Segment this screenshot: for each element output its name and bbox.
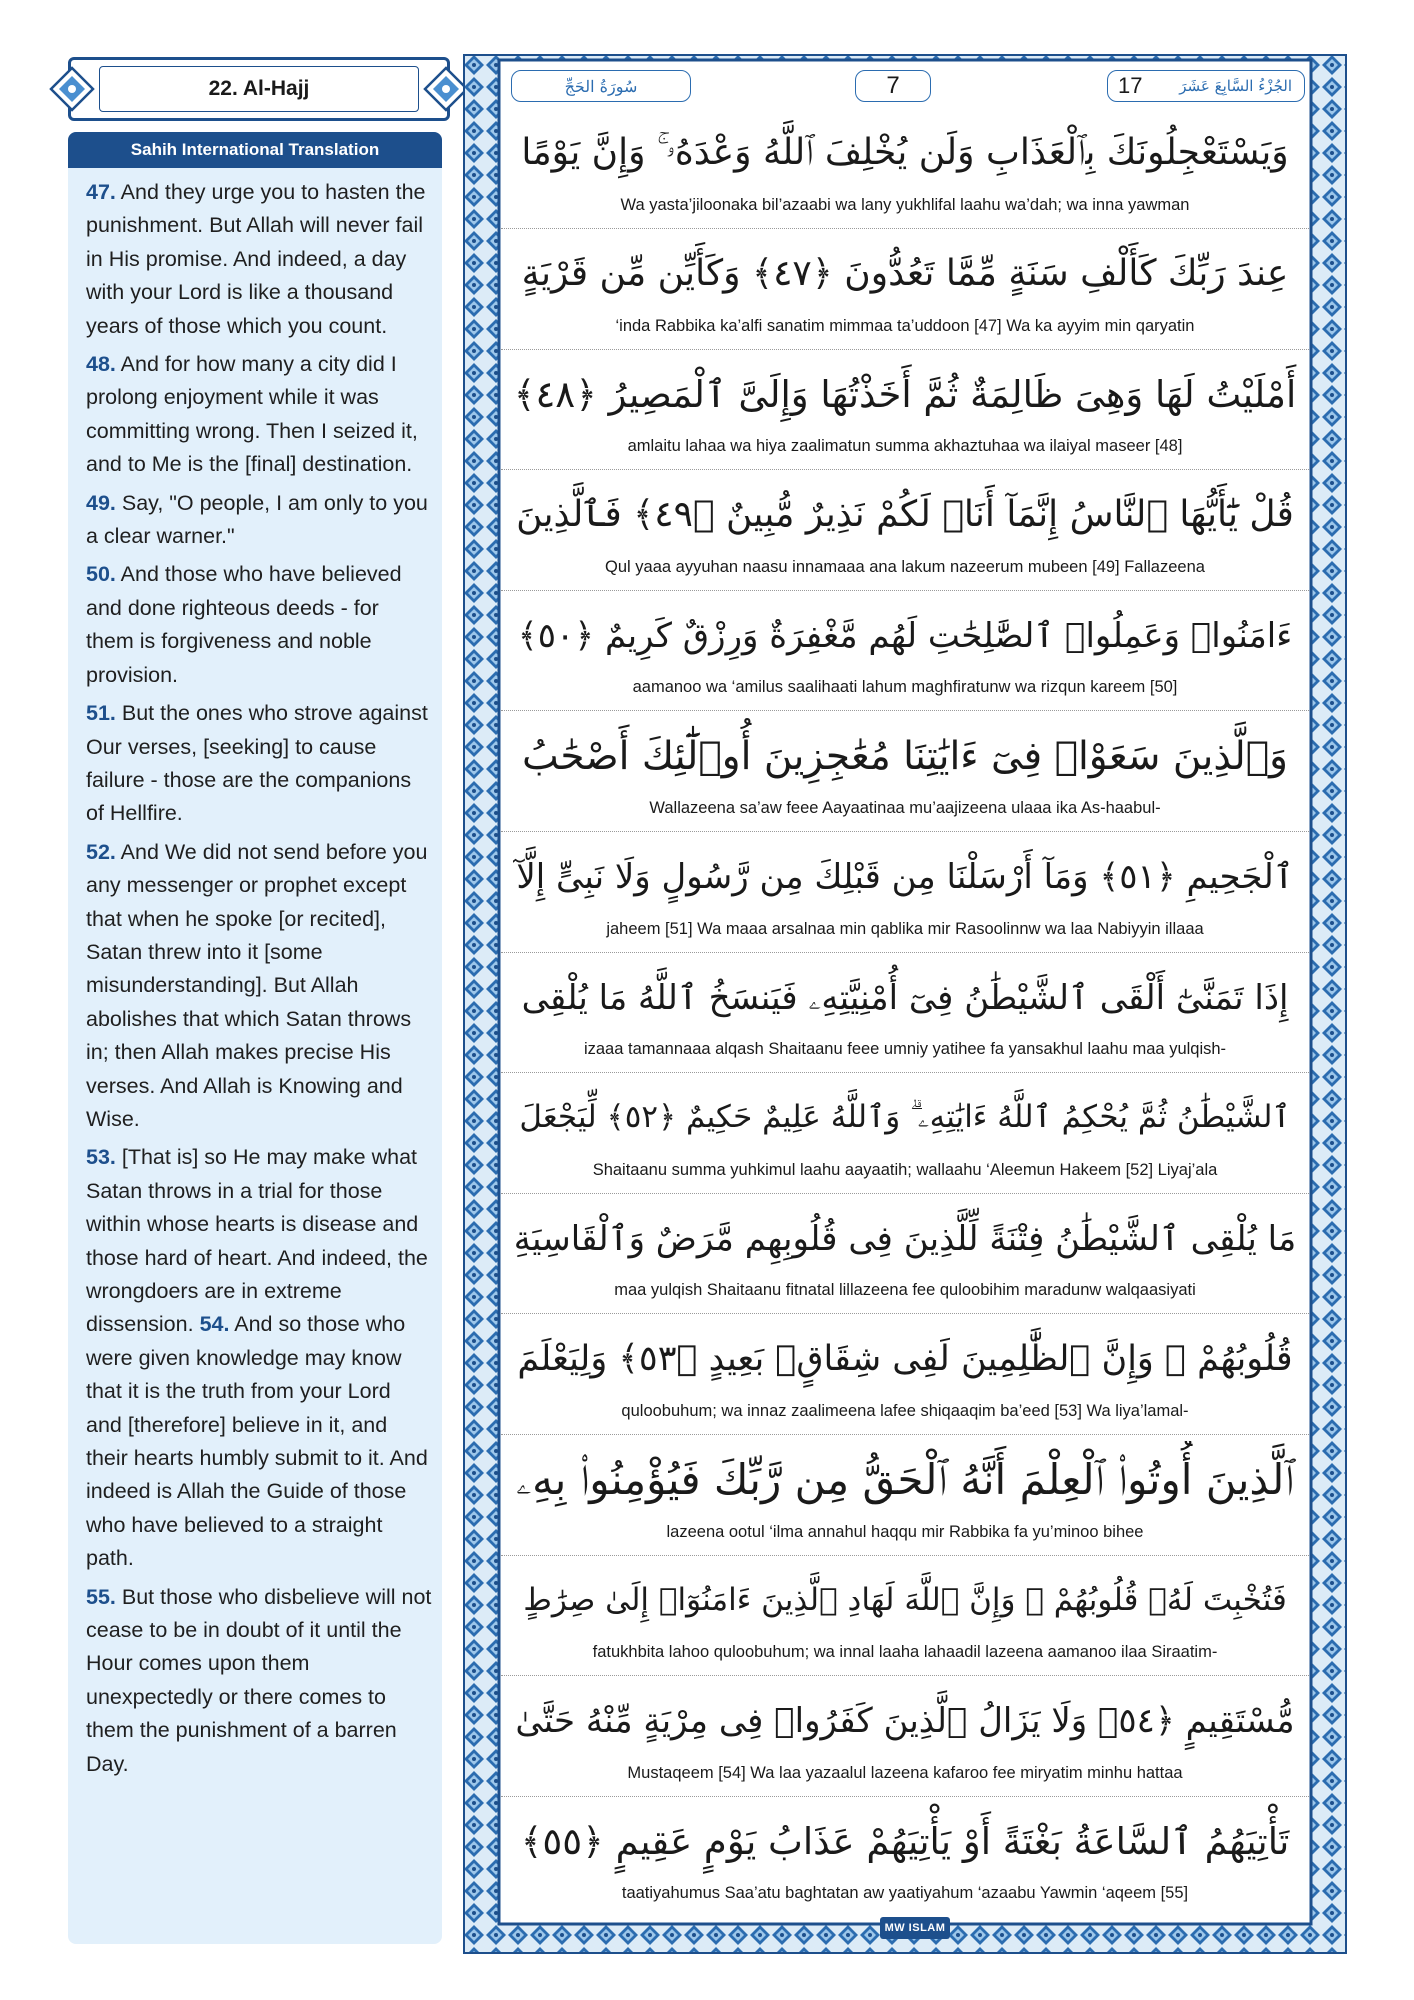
juz-name-arabic: الجُزْءُ السَّابِعَ عَشَرَ — [1179, 77, 1292, 95]
ornament-icon — [49, 66, 95, 112]
page-number: 7 — [886, 72, 900, 99]
arabic-text: فَتُخْبِتَ لَهُۥ قُلُوبُهُمْ ۗ وَإِنَّ ٱللَّهَ لَهَادِ ٱلَّذِينَ ءَامَنُوٓا۟ إِلَىٰ صِرَٰطٍ — [523, 1582, 1287, 1619]
verse-number: 48. — [86, 352, 116, 377]
arabic-text: ءَامَنُوا۟ وَعَمِلُوا۟ ٱلصَّٰلِحَٰتِ لَهُم مَّغْفِرَةٌ وَرِزْقٌ كَرِيمٌ ﴿٥٠﴾ — [517, 615, 1293, 656]
arabic-text: وَيَسْتَعْجِلُونَكَ بِٱلْعَذَابِ وَلَن يُخْلِفَ ٱللَّهُ وَعْدَهُۥ ۚ وَإِنَّ يَوْمًا — [521, 132, 1289, 173]
arabic-text: عِندَ رَبِّكَ كَأَلْفِ سَنَةٍ مِّمَّا تَعُدُّونَ ﴿٤٧﴾ وَكَأَيِّن مِّن قَرْيَةٍ — [521, 253, 1289, 295]
verse-line — [501, 1676, 1309, 1797]
verse-line — [501, 1796, 1309, 1916]
translation-paragraph — [86, 697, 432, 831]
surah-name-tab — [511, 70, 691, 102]
verse-number: 52. — [86, 839, 116, 864]
verse-line — [501, 952, 1309, 1073]
translation-text: But the ones who strove against Our verses, [seeking] to cause failure - those are the companions of Hellfire. — [86, 701, 428, 826]
verse-line — [501, 470, 1309, 591]
page-number-tab — [855, 70, 931, 102]
translation-list — [68, 168, 442, 1781]
verse-number: 54. — [199, 1312, 230, 1337]
translation-paragraph — [86, 348, 432, 482]
transliteration-text: jaheem [51] Wa maaa arsalnaa min qablika mir Rasoolinnw wa laa Nabiyyin illaaa — [606, 919, 1204, 938]
transliteration-text: Wallazeena sa’aw feee Aayaatinaa mu’aajizeena ulaaa ika As-haabul- — [649, 799, 1161, 817]
verse-line — [501, 832, 1309, 953]
surah-title: 22. Al-Hajj — [99, 66, 419, 112]
transliteration-text: izaaa tamannaaa alqash Shaitaanu feee umniy yatihee fa yansakhul laahu maa yulqish- — [583, 1040, 1227, 1059]
transliteration-text: Mustaqeem [54] Wa laa yazaalul lazeena kafaroo fee miryatim minhu hattaa — [627, 1763, 1183, 1782]
transliteration-text: Wa yasta’jiloonaka bil’azaabi wa lany yukhlifal laahu wa’dah; wa inna yawman — [620, 196, 1190, 214]
juz-tab — [1107, 70, 1305, 102]
arabic-text: إِذَا تَمَنَّىٰٓ أَلْقَى ٱلشَّيْطَٰنُ فِىٓ أُمْنِيَّتِهِۦ فَيَنسَخُ ٱللَّهُ مَا يُلْقِى — [521, 977, 1289, 1018]
page-header — [501, 62, 1309, 106]
translation-text: [That is] so He may make what Satan throws in a trial for those within whose hearts is disease and those hard of heart. And indeed, the wrongdoers are in extreme dissension. — [86, 1145, 428, 1337]
arabic-text: قُلُوبُهُمْ ۗ وَإِنَّ ٱلظَّٰلِمِينَ لَفِى شِقَاقٍۭ بَعِيدٍ ﴿٥٣﴾ وَلِيَعْلَمَ — [517, 1339, 1293, 1379]
verse-line — [501, 1193, 1309, 1314]
verse-number: 47. — [86, 180, 116, 204]
transliteration-text: lazeena ootul ‘ilma annahul haqqu mir Rabbika fa yu’minoo bihee — [666, 1522, 1144, 1541]
verse-number: 53. — [86, 1145, 116, 1170]
arabic-text: وَٱلَّذِينَ سَعَوْا۟ فِىٓ ءَايَٰتِنَا مُعَٰجِزِينَ أُو۟لَٰٓئِكَ أَصْحَٰبُ — [522, 733, 1288, 779]
translation-text: But those who disbelieve will not cease to be in doubt of it until the Hour comes upon them unexpectedly or there comes to them the punishment of a barren Day. — [86, 1584, 432, 1776]
transliteration-text: aamanoo wa ‘amilus saalihaati lahum maghfiratunw wa rizqun kareem [50] — [632, 678, 1178, 697]
translation-paragraph — [86, 176, 432, 343]
page-content — [501, 62, 1309, 1922]
translation-text: And We did not send before you any messenger or prophet except that when he spoke [or recited], Satan threw into it [some misunderstanding]. But Allah abolishes that which Satan throws in; then Allah makes precise His verses. And Allah is Knowing and Wise. — [86, 839, 428, 1131]
verse-line — [501, 349, 1309, 470]
transliteration-text: fatukhbita lahoo quloobuhum; wa innal laaha lahaadil lazeena aamanoo ilaa Siraatim- — [592, 1643, 1218, 1662]
surah-header — [68, 57, 450, 121]
arabic-text: ٱلشَّيْطَٰنُ ثُمَّ يُحْكِمُ ٱللَّهُ ءَايَٰتِهِۦ ۗ وَٱللَّهُ عَلِيمٌ حَكِيمٌ ﴿٥٢﴾ لِّيَجْعَلَ — [519, 1099, 1291, 1136]
verse-line — [501, 1435, 1309, 1556]
translation-text: And they urge you to hasten the punishment. But Allah will never fail in His promise. And indeed, a day with your Lord is like a thousand years of those which you count. — [86, 180, 426, 338]
transliteration-text: amlaitu lahaa wa hiya zaalimatun summa akhaztuhaa wa ilaiyal maseer [48] — [627, 437, 1183, 456]
transliteration-text: maa yulqish Shaitaanu fitnatal lillazeena fee quloobihim maradunw walqaasiyati — [614, 1281, 1196, 1300]
verse-number: 50. — [86, 562, 116, 587]
verse-number: 55. — [86, 1584, 116, 1609]
transliteration-text: Qul yaaa ayyuhan naasu innamaaa ana lakum nazeerum mubeen [49] Fallazeena — [605, 557, 1205, 576]
translation-text: And so those who were given knowledge may know that it is the truth from your Lord and [therefore] believe in it, and their hearts humbly submit to it. And indeed is Allah the Guide of those who have believed to a straight path. — [86, 1312, 428, 1571]
transliteration-text: quloobuhum; wa innaz zaalimeena lafee shiqaaqim ba’eed [53] Wa liya’lamal- — [621, 1402, 1189, 1420]
translation-paragraph — [86, 836, 432, 1137]
arabic-text: قُلْ يَٰٓأَيُّهَا ٱلنَّاسُ إِنَّمَآ أَنَا۠ لَكُمْ نَذِيرٌ مُّبِينٌ ﴿٤٩﴾ فَٱلَّذِينَ — [516, 494, 1294, 536]
arabic-text: مَا يُلْقِى ٱلشَّيْطَٰنُ فِتْنَةً لِّلَّذِينَ فِى قُلُوبِهِم مَّرَضٌ وَٱلْقَاسِيَةِ — [513, 1218, 1297, 1259]
translation-panel — [68, 132, 442, 1944]
verse-line — [501, 1314, 1309, 1435]
verse-line — [501, 108, 1309, 229]
verse-number: 51. — [86, 701, 116, 726]
brand-logo: MW ISLAM — [880, 1917, 950, 1939]
translation-text: And those who have believed and done righteous deeds - for them is forgiveness and noble provision. — [86, 562, 402, 687]
arabic-text: ٱلْجَحِيمِ ﴿٥١﴾ وَمَآ أَرْسَلْنَا مِن قَبْلِكَ مِن رَّسُولٍ وَلَا نَبِىٍّ إِلَّآ — [516, 857, 1294, 898]
arabic-text: مُّسْتَقِيمٍ ﴿٥٤﴾ وَلَا يَزَالُ ٱلَّذِينَ كَفَرُوا۟ فِى مِرْيَةٍ مِّنْهُ حَتَّىٰ — [515, 1701, 1295, 1742]
translation-paragraph — [86, 1141, 432, 1575]
translation-text: And for how many a city did I prolong enjoyment while it was committing wrong. Then I seized it, and to Me is the [final] destination. — [86, 352, 418, 477]
translation-title: Sahih International Translation — [68, 132, 442, 168]
translation-paragraph — [86, 558, 432, 692]
verse-line — [501, 229, 1309, 350]
translation-text: Say, "O people, I am only to you a clear warner." — [86, 490, 428, 549]
verse-line — [501, 1073, 1309, 1194]
transliteration-text: ‘inda Rabbika ka’alfi sanatim mimmaa ta’uddoon [47] Wa ka ayyim min qaryatin — [615, 316, 1195, 335]
juz-number: 17 — [1118, 73, 1143, 98]
verse-line — [501, 590, 1309, 711]
arabic-text: ٱلَّذِينَ أُوتُوا۟ ٱلْعِلْمَ أَنَّهُ ٱلْحَقُّ مِن رَّبِّكَ فَيُؤْمِنُوا۟ بِهِۦ — [516, 1454, 1294, 1504]
translation-paragraph — [86, 487, 432, 554]
verse-line — [501, 1555, 1309, 1676]
verse-number: 49. — [86, 490, 116, 515]
transliteration-text: taatiyahumus Saa’atu baghtatan aw yaatiyahum ‘azaabu Yawmin ‘aqeem [55] — [621, 1884, 1189, 1903]
translation-paragraph — [86, 1581, 432, 1781]
surah-name-arabic: سُورَةُ الحَجِّ — [564, 76, 638, 96]
transliteration-text: Shaitaanu summa yuhkimul laahu aayaatih; wallaahu ‘Aleemun Hakeem [52] Liyaj’ala — [592, 1160, 1218, 1179]
mushaf-page — [463, 54, 1347, 1954]
arabic-text: تَأْتِيَهُمُ ٱلسَّاعَةُ بَغْتَةً أَوْ يَأْتِيَهُمْ عَذَابُ يَوْمٍ عَقِيمٍ ﴿٥٥﴾ — [520, 1819, 1290, 1863]
arabic-text: أَمْلَيْتُ لَهَا وَهِىَ ظَالِمَةٌ ثُمَّ أَخَذْتُهَا وَإِلَىَّ ٱلْمَصِيرُ ﴿٤٨﴾ — [513, 372, 1297, 416]
verse-line — [501, 711, 1309, 832]
